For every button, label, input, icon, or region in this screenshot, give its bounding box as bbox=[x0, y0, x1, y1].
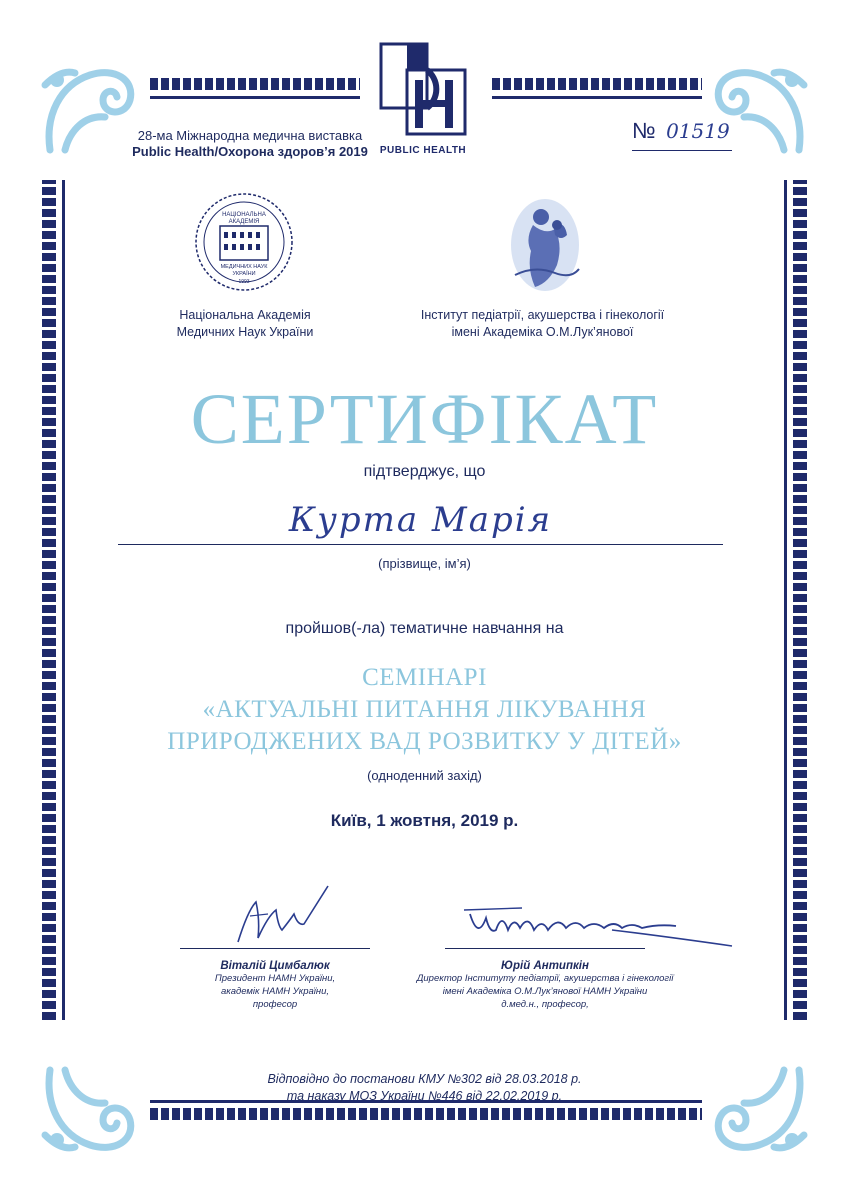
signature-right-line bbox=[445, 948, 645, 949]
public-health-logo-icon bbox=[373, 40, 473, 140]
seminar-line-1: СЕМІНАРІ bbox=[362, 664, 487, 691]
border-right-bar bbox=[793, 180, 807, 1020]
signatory-left bbox=[170, 960, 380, 1011]
svg-text:1993: 1993 bbox=[238, 279, 250, 285]
certificate-title: СЕРТИФІКАТ bbox=[190, 379, 659, 459]
signatory-left-role-2: академік НАМН України, bbox=[220, 986, 330, 997]
signatory-right-role-3: д.мед.н., професор, bbox=[501, 999, 589, 1010]
signatory-left-role-3: професор bbox=[252, 999, 298, 1010]
org-right bbox=[400, 307, 685, 341]
signatory-right bbox=[395, 960, 695, 1011]
org-right-line-2: імені Академіка О.М.Лук’янової bbox=[451, 325, 634, 339]
corner-ornament-bottom-right bbox=[704, 1055, 814, 1165]
seminar-line-3: ПРИРОДЖЕНИХ ВАД РОЗВИТКУ У ДІТЕЙ» bbox=[167, 728, 682, 755]
event-line-1: 28-ма Міжнародна медична виставка bbox=[137, 128, 363, 143]
border-right-line bbox=[784, 180, 787, 1020]
seminar-line-2: «АКТУАЛЬНІ ПИТАННЯ ЛІКУВАННЯ bbox=[202, 696, 647, 723]
signatory-left-name: Віталій Цимбалюк bbox=[220, 960, 330, 972]
event-line-2: Public Health/Охорона здоров’я 2019 bbox=[132, 144, 368, 159]
namn-seal-icon bbox=[192, 190, 296, 294]
place-date: Київ, 1 жовтня, 2019 р. bbox=[330, 811, 519, 830]
svg-text:МЕДИЧНИХ НАУК: МЕДИЧНИХ НАУК bbox=[220, 264, 268, 270]
org-left-line-1: Національна Академія bbox=[179, 308, 311, 322]
legal-basis bbox=[150, 1071, 699, 1105]
name-caption: (прізвище, ім’я) bbox=[378, 556, 471, 571]
org-right-line-1: Інститут педіатрії, акушерства і гінекології bbox=[420, 308, 665, 322]
border-top-left-bar bbox=[150, 78, 360, 90]
signature-left bbox=[228, 880, 338, 950]
border-top-right-bar bbox=[492, 78, 702, 90]
border-left-bar bbox=[42, 180, 56, 1020]
signature-left-line bbox=[180, 948, 370, 949]
svg-text:АКАДЕМІЯ: АКАДЕМІЯ bbox=[228, 219, 260, 225]
institute-emblem-icon bbox=[505, 195, 585, 295]
svg-text:УКРАЇНИ: УКРАЇНИ bbox=[232, 271, 256, 277]
legal-basis-line-2: та наказу МОЗ України №446 від 22.02.2019 р. bbox=[286, 1089, 563, 1103]
border-left-line bbox=[62, 180, 65, 1020]
name-underline bbox=[118, 544, 723, 545]
number-value: 01519 bbox=[666, 119, 730, 143]
svg-text:НАЦІОНАЛЬНА: НАЦІОНАЛЬНА bbox=[222, 212, 266, 218]
duration-text: (одноденний захід) bbox=[367, 768, 482, 783]
number-label: № bbox=[632, 118, 656, 143]
org-left-line-2: Медичних Наук України bbox=[176, 325, 314, 339]
signatory-right-role-1: Директор Інституту педіатрії, акушерства і гінекології bbox=[416, 973, 674, 984]
border-bottom-bar bbox=[150, 1108, 702, 1120]
seminar-title bbox=[80, 662, 769, 758]
corner-ornament-bottom-left bbox=[35, 1055, 145, 1165]
border-top-right-line bbox=[492, 96, 702, 99]
confirms-text: підтверджує, що bbox=[363, 463, 486, 480]
corner-ornament-top-left bbox=[35, 55, 145, 165]
logo-caption: PUBLIC HEALTH bbox=[379, 145, 467, 156]
signatory-right-name: Юрій Антипкін bbox=[501, 960, 589, 972]
org-left bbox=[150, 307, 340, 341]
border-top-left-line bbox=[150, 96, 360, 99]
signatory-right-role-2: імені Академіка О.М.Лук’янової НАМН України bbox=[442, 986, 648, 997]
signatory-left-role-1: Президент НАМН України, bbox=[214, 973, 336, 984]
legal-basis-line-1: Відповідно до постанови КМУ №302 від 28.03.2018 р. bbox=[267, 1072, 582, 1086]
certificate-number bbox=[632, 118, 742, 154]
event-title bbox=[130, 128, 370, 160]
completed-text: пройшов(-ла) тематичне навчання на bbox=[285, 620, 564, 637]
recipient-name: Курта Марія bbox=[288, 500, 553, 540]
public-health-logo bbox=[373, 40, 473, 160]
